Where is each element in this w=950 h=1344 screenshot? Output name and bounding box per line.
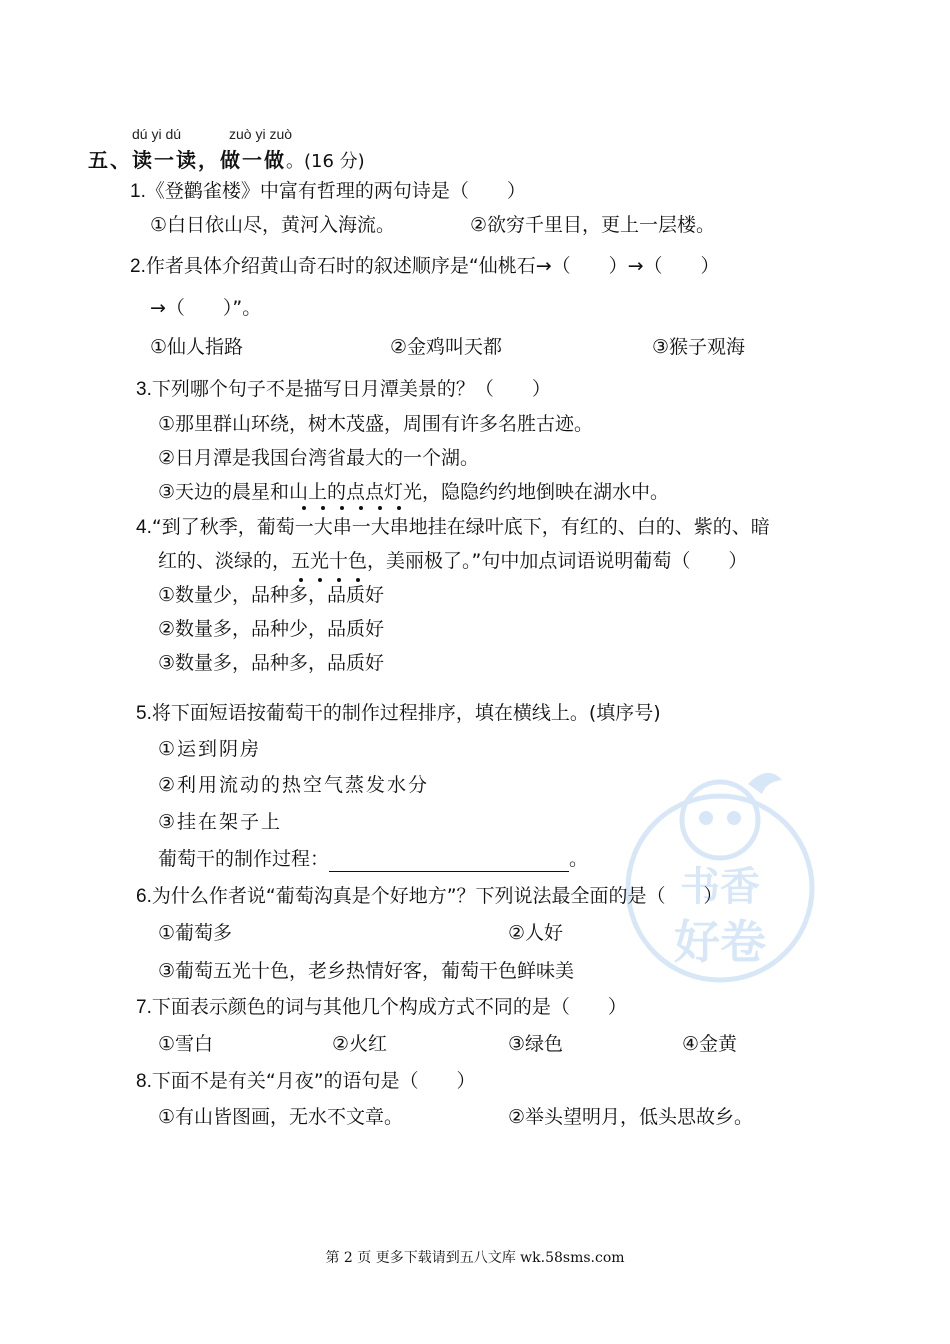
q6-option-2: ②人好	[508, 922, 564, 944]
question-text: 为什么作者说“葡萄沟真是个好地方”？下列说法最全面的是（ ）	[151, 885, 723, 907]
q8-option-2: ②举头望明月，低头思故乡。	[508, 1106, 754, 1128]
question-number: 8.	[136, 1071, 152, 1092]
page-footer: 第 2 页 更多下载请到五八文库 wk.58sms.com	[325, 1250, 625, 1266]
question-8	[136, 1068, 476, 1095]
dotted-phrase-text: 五光十色	[291, 550, 368, 572]
question-text: “到了秋季，葡萄	[151, 516, 295, 538]
question-text-tail: ，美丽极了。”句中加点词语说明葡萄（ ）	[367, 550, 748, 572]
question-number: 1.	[130, 181, 146, 202]
question-number: 3.	[136, 379, 152, 400]
q5-option-3: ③挂在架子上	[158, 811, 283, 833]
q7-option-2: ②火红	[332, 1033, 388, 1055]
question-4-line-2	[158, 548, 747, 574]
q5-fill-in	[158, 846, 588, 872]
q5-option-1: ①运到阴房	[158, 738, 262, 760]
question-2	[130, 253, 720, 280]
question-text: 红的、淡绿的，	[158, 550, 292, 572]
question-number: 5.	[136, 703, 152, 724]
q3-option-2: ②日月潭是我国台湾省最大的一个湖。	[158, 447, 480, 469]
q8-option-1: ①有山皆图画，无水不文章。	[158, 1106, 404, 1128]
watermark-logo	[618, 760, 823, 990]
q7-option-3: ③绿色	[508, 1033, 564, 1055]
q3-option-1: ①那里群山环绕，树木茂盛，周围有许多名胜古迹。	[158, 413, 594, 435]
emphasis-dots	[295, 506, 409, 510]
dotted-phrase-text: 一大串一大串	[294, 516, 409, 538]
pinyin-zuo-yi-zuo: zuò yi zuò	[229, 126, 293, 142]
question-2-continued: →（ ）”。	[150, 297, 262, 319]
section-number: 五、	[88, 148, 132, 172]
fill-label: 葡萄干的制作过程：	[158, 848, 330, 870]
question-number: 6.	[136, 886, 152, 907]
watermark-text-top: 书香	[680, 864, 760, 910]
q1-option-1: ①白日依山尽，黄河入海流。	[150, 214, 396, 236]
q2-option-2: ②金鸡叫天都	[390, 336, 503, 358]
question-number: 7.	[136, 997, 152, 1018]
q2-option-1: ①仙人指路	[150, 336, 244, 358]
q3-option-3: ③天边的晨星和山上的点点灯光，隐隐约约地倒映在湖水中。	[158, 481, 670, 503]
section-score: 。(16 分)	[286, 151, 365, 172]
q6-option-1: ①葡萄多	[158, 922, 233, 944]
dotted-phrase-1	[295, 516, 409, 538]
question-text: 将下面短语按葡萄干的制作过程排序，填在横线上。(填序号)	[151, 702, 661, 724]
question-number: 2.	[130, 256, 146, 277]
question-number: 4.	[136, 517, 152, 538]
question-1	[130, 178, 526, 205]
dotted-phrase-2	[291, 550, 367, 572]
fill-end: 。	[569, 848, 589, 870]
question-text: 下列哪个句子不是描写日月潭美景的？（ ）	[151, 378, 551, 400]
question-5	[136, 700, 661, 727]
q4-option-3: ③数量多，品种多，品质好	[158, 652, 385, 674]
q7-option-1: ①雪白	[158, 1033, 214, 1055]
q7-option-4: ④金黄	[682, 1033, 738, 1055]
section-title	[88, 144, 365, 173]
watermark-text-bottom: 好卷	[674, 915, 766, 969]
question-text: 作者具体介绍黄山奇石时的叙述顺序是“仙桃石→（ ）→（ ）	[145, 255, 720, 277]
q5-option-2: ②利用流动的热空气蒸发水分	[158, 774, 430, 796]
q4-option-2: ②数量多，品种少，品质好	[158, 618, 385, 640]
section-title-b: 做一做	[220, 148, 286, 172]
q1-option-2: ②欲穷千里目，更上一层楼。	[470, 214, 716, 236]
question-text-tail: 地挂在绿叶底下，有红的、白的、紫的、暗	[408, 516, 770, 538]
question-7	[136, 994, 627, 1021]
question-text: 下面表示颜色的词与其他几个构成方式不同的是（ ）	[151, 996, 627, 1018]
answer-blank[interactable]	[329, 851, 569, 872]
pinyin-du-yi-du: dú yi dú	[132, 126, 182, 142]
q4-option-1: ①数量少，品种多，品质好	[158, 584, 385, 606]
section-title-a: 读一读，	[132, 148, 220, 172]
question-text: 《登鹳雀楼》中富有哲理的两句诗是（ ）	[145, 180, 526, 202]
q2-option-3: ③猴子观海	[652, 336, 746, 358]
question-text: 下面不是有关“月夜”的语句是（ ）	[151, 1070, 476, 1092]
question-4-line-1	[136, 514, 770, 541]
q6-option-3: ③葡萄五光十色，老乡热情好客，葡萄干色鲜味美	[158, 960, 575, 982]
question-3	[136, 376, 551, 403]
